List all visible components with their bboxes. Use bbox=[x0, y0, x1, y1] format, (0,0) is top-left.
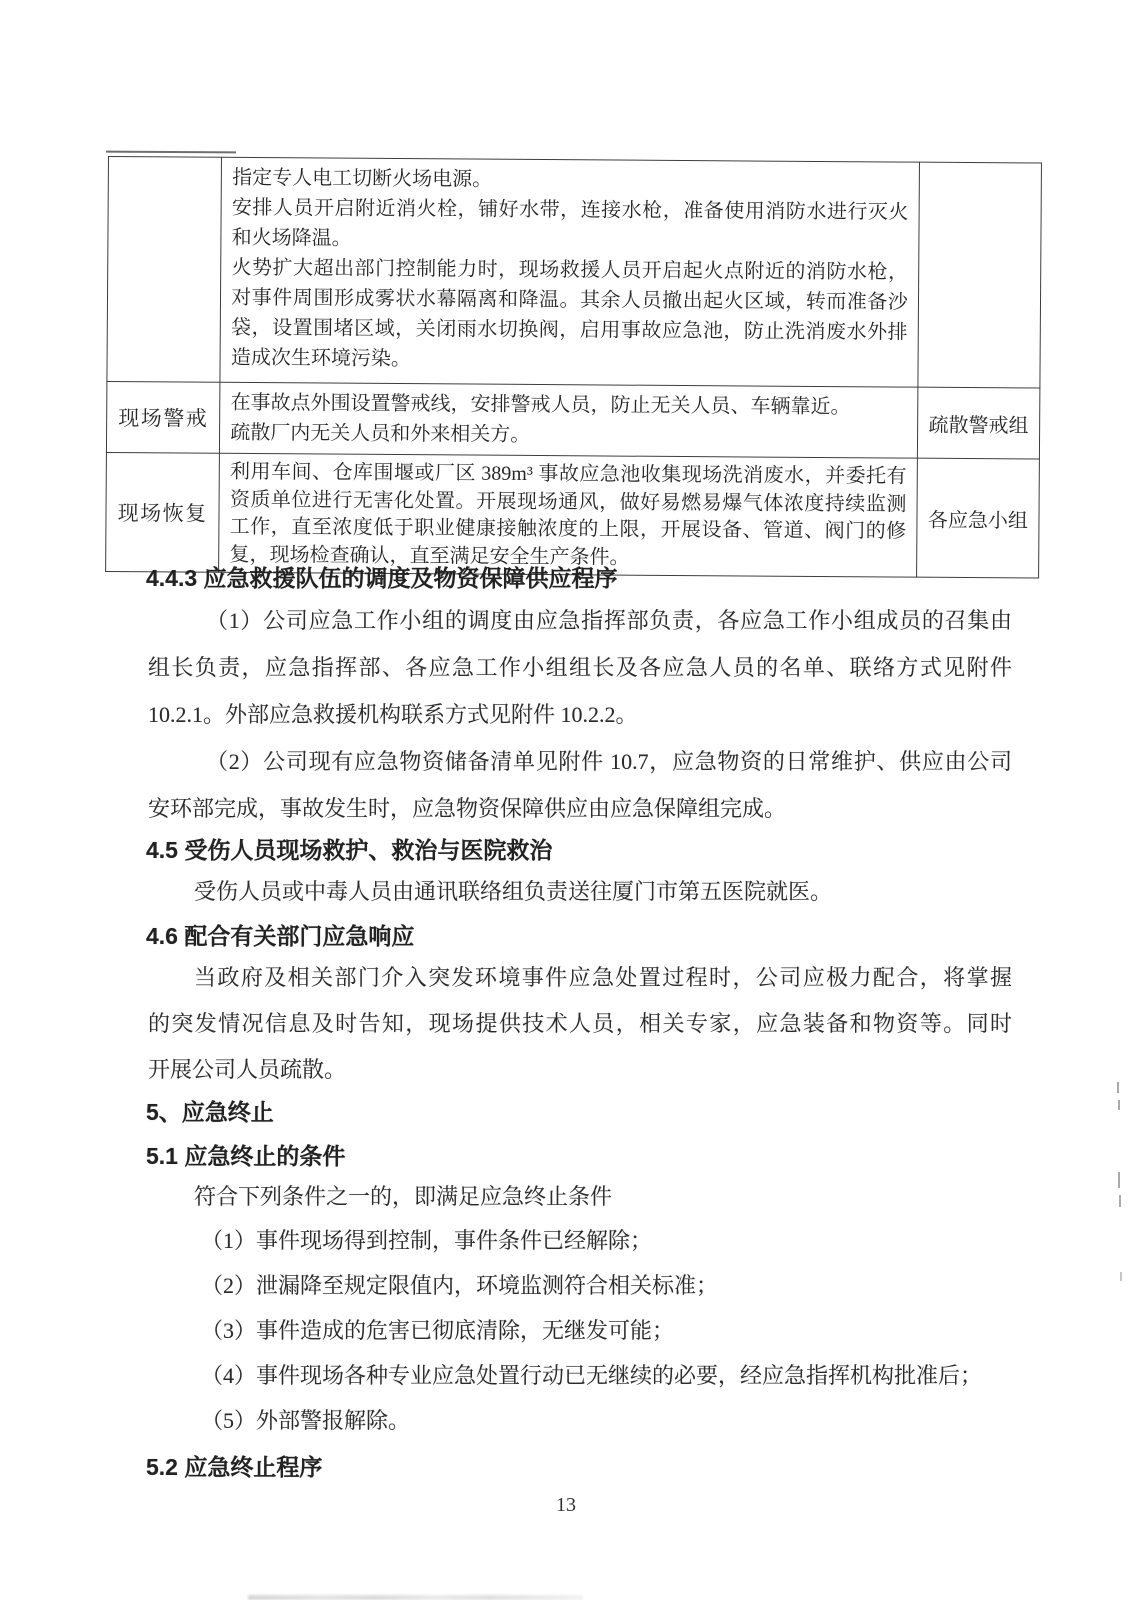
paragraph-line: 当政府及相关部门介入突发环境事件应急处置过程时，公司应极力配合，将掌握 bbox=[194, 965, 1012, 990]
row-team-cell: 疏散警戒组 bbox=[917, 387, 1040, 459]
paragraph-line: （1）公司应急工作小组的调度由应急指挥部负责，各应急工作小组成员的召集由 bbox=[206, 608, 1012, 633]
table-row bbox=[107, 157, 1042, 389]
list-item: （1）事件现场得到控制，事件条件已经解除； bbox=[201, 1228, 653, 1253]
heading-5-2: 5.2 应急终止程序 bbox=[146, 1454, 323, 1480]
table-text-line: 指定专人电工切断火场电源。 bbox=[232, 166, 493, 191]
scan-artifact-dash bbox=[1118, 1100, 1120, 1110]
page-number: 13 bbox=[556, 1494, 576, 1516]
table-text-line: 复，现场检查确认，直至满足安全生产条件。 bbox=[229, 543, 630, 569]
row-team-cell bbox=[918, 162, 1042, 388]
row-team-cell: 各应急小组 bbox=[916, 458, 1039, 578]
paragraph-line: 符合下列条件之一的，即满足应急终止条件 bbox=[194, 1184, 613, 1209]
scan-artifact-bottom-smudge bbox=[248, 1595, 583, 1600]
heading-5-1: 5.1 应急终止的条件 bbox=[146, 1143, 346, 1169]
scan-artifact-dash bbox=[1120, 1272, 1122, 1281]
list-item: （3）事件造成的危害已彻底清除，无继发可能； bbox=[201, 1318, 675, 1343]
row-label-cell: 现场恢复 bbox=[106, 452, 220, 572]
response-measures-table bbox=[105, 156, 1042, 579]
scan-artifact-line bbox=[106, 151, 236, 154]
heading-4-6: 4.6 配合有关部门应急响应 bbox=[146, 923, 415, 949]
table-text-line: 造成次生环境污染。 bbox=[230, 346, 411, 371]
paragraph-line: 开展公司人员疏散。 bbox=[148, 1057, 347, 1082]
table-text-line: 和火场降温。 bbox=[231, 226, 352, 250]
list-item: （2）泄漏降至规定限值内，环境监测符合相关标准； bbox=[201, 1273, 719, 1298]
paragraph-line: 的突发情况信息及时告知，现场提供技术人员，相关专家，应急装备和物资等。同时 bbox=[148, 1011, 1012, 1036]
table-text-line: 工作，直至浓度低于职业健康接触浓度的上限，开展设备、管道、阀门的修 bbox=[229, 515, 907, 543]
list-item: （5）外部警报解除。 bbox=[201, 1408, 411, 1433]
row-content-cell bbox=[220, 382, 918, 458]
scan-artifact-dash bbox=[1118, 1172, 1120, 1188]
table-row bbox=[106, 381, 1039, 459]
paragraph-line: 安环部完成，事故发生时，应急物资保障供应由应急保障组完成。 bbox=[148, 796, 787, 821]
scan-artifact-dash bbox=[1119, 1195, 1121, 1207]
table-text-line: 安排人员开启附近消火栓，铺好水带，连接水枪，准备使用消防水进行灭火 bbox=[231, 196, 909, 224]
table-text-line: 袋，设置围堵区域，关闭雨水切换阀，启用事故应急池，防止洗消废水外排 bbox=[231, 316, 908, 344]
table-text-line: 对事件周围形成雾状水幕隔离和降温。其余人员撤出起火区域，转而准备沙 bbox=[231, 286, 908, 314]
scan-artifact-dash bbox=[1117, 1082, 1119, 1093]
heading-5: 5、应急终止 bbox=[146, 1099, 274, 1125]
row-label-cell bbox=[107, 157, 222, 383]
paragraph-line: （2）公司现有应急物资储备清单见附件 10.7，应急物资的日常维护、供应由公司 bbox=[206, 749, 1012, 774]
row-content-cell bbox=[219, 453, 917, 577]
table-text-line: 火势扩大超出部门控制能力时，现场救援人员开启起火点附近的消防水枪， bbox=[231, 256, 909, 284]
table-text-line: 利用车间、仓库围堰或厂区 389m³ 事故应急池收集现场洗消废水，并委托有 bbox=[230, 460, 907, 488]
table-text-line: 在事故点外围设置警戒线，安排警戒人员，防止无关人员、车辆靠近。 bbox=[230, 391, 851, 419]
table-text-line: 资质单位进行无害化处置。开展现场通风，做好易燃易爆气体浓度持续监测 bbox=[229, 488, 907, 516]
heading-4-4-3: 4.4.3 应急救援队伍的调度及物资保障供应程序 bbox=[146, 565, 618, 591]
list-item: （4）事件现场各种专业应急处置行动已无继续的必要，经应急指挥机构批准后； bbox=[201, 1363, 983, 1388]
paragraph-line: 10.2.1。外部应急救援机构联系方式见附件 10.2.2。 bbox=[148, 702, 638, 727]
row-label-cell: 现场警戒 bbox=[106, 381, 220, 453]
paragraph-line: 受伤人员或中毒人员由通讯联络组负责送往厦门市第五医院就医。 bbox=[194, 879, 833, 904]
row-content-cell bbox=[220, 157, 919, 387]
table-text-line: 疏散厂内无关人员和外来相关方。 bbox=[230, 421, 531, 446]
paragraph-line: 组长负责，应急指挥部、各应急工作小组组长及各应急人员的名单、联络方式见附件 bbox=[148, 655, 1012, 680]
heading-4-5: 4.5 受伤人员现场救护、救治与医院救治 bbox=[146, 837, 553, 863]
